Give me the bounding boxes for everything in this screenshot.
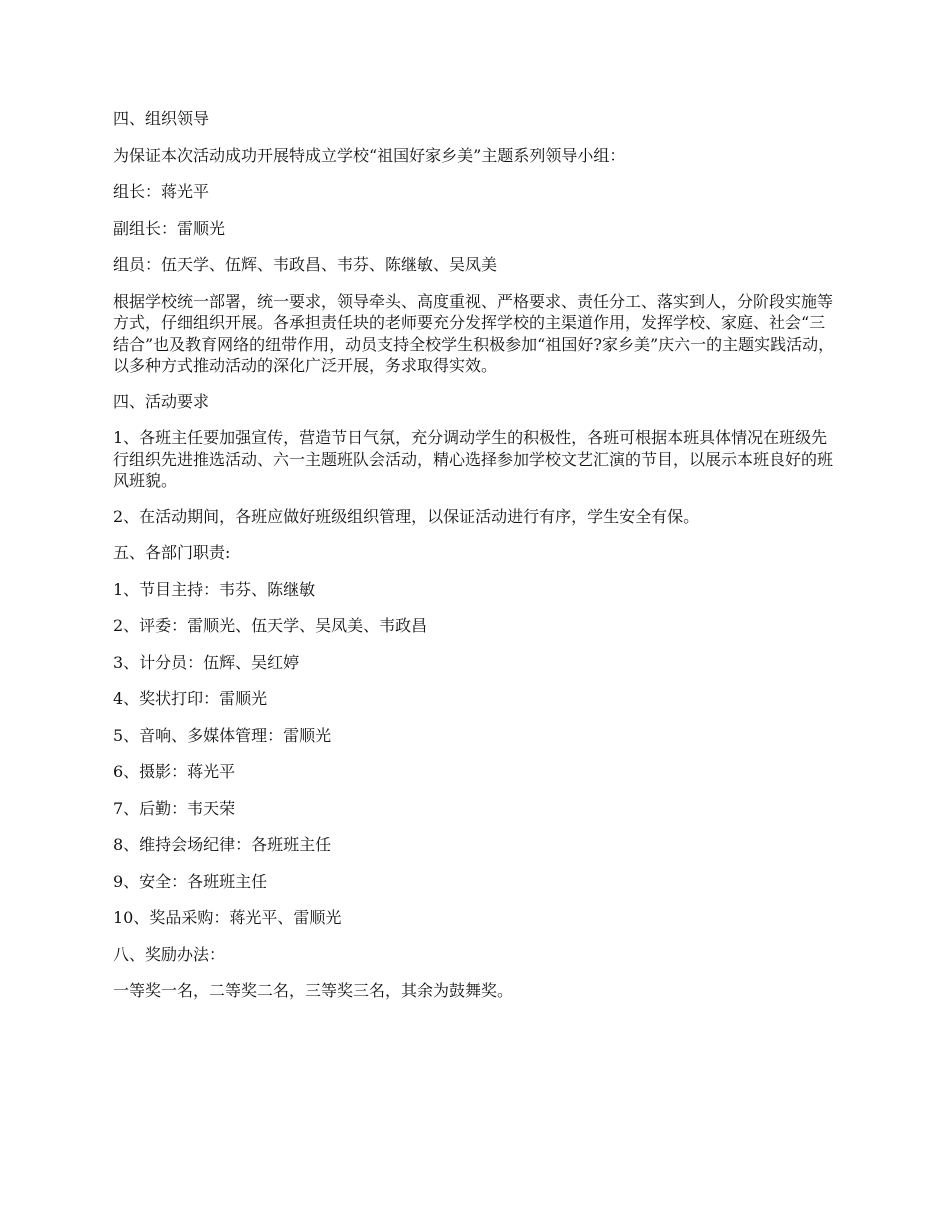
duty-item-safety: 9、安全：各班班主任 — [113, 871, 268, 891]
duty-item-host: 1、节目主持：韦芬、陈继敏 — [113, 579, 316, 599]
document-body — [113, 108, 840, 1017]
paragraph-requirement-2: 2、在活动期间，各班应做好班级组织管理，以保证活动进行有序，学生安全有保。 — [113, 506, 700, 526]
duty-item-judges: 2、评委：雷顺光、伍天学、吴凤美、韦政昌 — [113, 616, 428, 635]
paragraph-leadership-group: 为保证本次活动成功开展特成立学校“祖国好家乡美”主题系列领导小组： — [113, 145, 626, 165]
paragraph-implementation: 根据学校统一部署，统一要求，领导牵头、高度重视、严格要求、责任分工、落实到人，分阶段实施等方式，仔细组织开展。各承担责任块的老师要充分发挥学校的主渠道作用，发挥学校、家庭、社会“三结合”也及教育网络的纽带作用，动员支持全校学生积极参加“祖国好?家乡美”庆六一的主题实践活动，以多种方式推动活动的深化广泛开展，务求取得实效。 — [113, 291, 835, 375]
section-heading-organization: 四、组织领导 — [113, 109, 210, 128]
paragraph-requirement-1: 1、各班主任要加强宣传，营造节日气氛，充分调动学生的积极性，各班可根据本班具体情况在班级先行组织先进推选活动、六一主题班队会活动，精心选择参加学校文艺汇演的节目，以展示本班良好的班风班貌。 — [113, 428, 834, 490]
section-heading-requirements: 四、活动要求 — [113, 391, 210, 411]
paragraph-award-details: 一等奖一名，二等奖二名，三等奖三名，其余为鼓舞奖。 — [113, 981, 514, 1000]
paragraph-deputy-leader: 副组长：雷顺光 — [113, 218, 226, 238]
duty-item-certificate-printing: 4、奖状打印：雷顺光 — [113, 689, 268, 708]
duty-item-prize-purchase: 10、奖品采购：蒋光平、雷顺光 — [113, 908, 342, 927]
paragraph-group-members: 组员：伍天学、伍辉、韦政昌、韦芬、陈继敏、吴凤美 — [113, 255, 498, 274]
paragraph-group-leader: 组长：蒋光平 — [113, 182, 210, 201]
duty-item-logistics: 7、后勤：韦天荣 — [113, 798, 236, 818]
duty-item-audio-media: 5、音响、多媒体管理：雷顺光 — [113, 725, 332, 745]
duty-item-scorers: 3、计分员：伍辉、吴红婷 — [113, 652, 300, 672]
duty-item-discipline: 8、维持会场纪律：各班班主任 — [113, 835, 332, 854]
section-heading-awards: 八、奖励办法： — [113, 944, 226, 964]
section-heading-duties: 五、各部门职责: — [113, 543, 231, 562]
duty-item-photography: 6、摄影：蒋光平 — [113, 762, 236, 781]
